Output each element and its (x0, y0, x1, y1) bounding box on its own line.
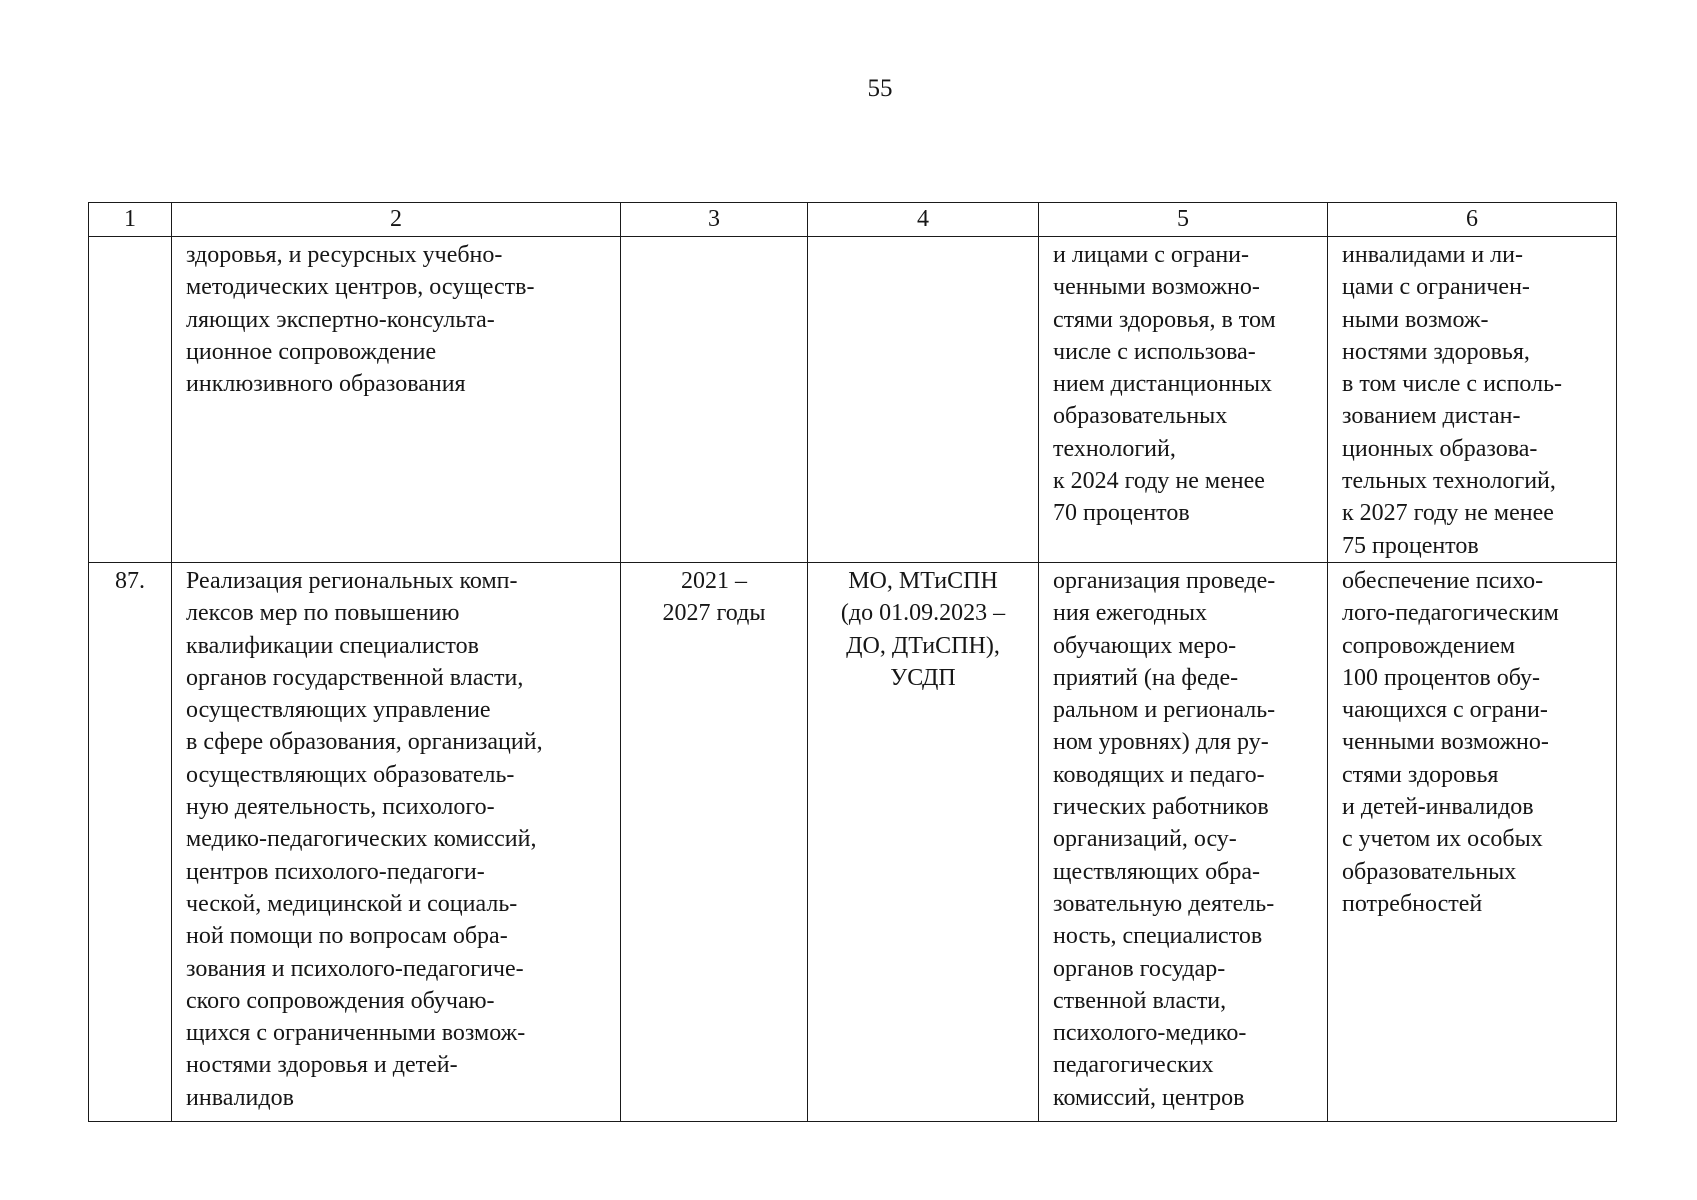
measure-cell: здоровья, и ресурсных учебно- методических центров, осуществ- ляющих экспертно-консульта- ционное сопровождение инклюзивного образования (172, 237, 621, 563)
column-header: 4 (808, 203, 1039, 237)
column-header: 6 (1328, 203, 1617, 237)
column-header: 3 (621, 203, 808, 237)
table-row (89, 562, 1617, 1121)
table-header-row (89, 203, 1617, 237)
column-header: 1 (89, 203, 172, 237)
row-number-cell (89, 237, 172, 563)
column-header: 5 (1039, 203, 1328, 237)
responsible-cell (808, 237, 1039, 563)
result-cell: обеспечение психо- лого-педагогическим сопровождением 100 процентов обу- чающихся с ограни- ченными возможно- стями здоровья и детей-инвалидов с учетом их особых образовательных потребностей (1328, 562, 1617, 1121)
row-number-cell: 87. (89, 562, 172, 1121)
indicator-cell: и лицами с ограни- ченными возможно- стями здоровья, в том числе с использова- нием дистанционных образовательных технологий, к 2024 году не менее 70 процентов (1039, 237, 1328, 563)
page-number: 55 (867, 75, 893, 102)
period-cell (621, 237, 808, 563)
responsible-cell: МО, МТиСПН (до 01.09.2023 – ДО, ДТиСПН), УСДП (808, 562, 1039, 1121)
table-row (89, 237, 1617, 563)
measures-table (88, 202, 1617, 1122)
indicator-cell: организация проведе- ния ежегодных обучающих меро- приятий (на феде- ральном и региональ- ном уровнях) для ру- ководящих и педаго- гических работников организаций, осу- ществляющих обра- зовательную деятель- ность, специалистов органов государ- ственной власти, психолого-медико- педагогических комиссий, центров (1039, 562, 1328, 1121)
period-cell: 2021 – 2027 годы (621, 562, 808, 1121)
column-header: 2 (172, 203, 621, 237)
result-cell: инвалидами и ли- цами с ограничен- ными возмож- ностями здоровья, в том числе с исполь- зованием дистан- ционных образова- тельных технологий, к 2027 году не менее 75 процентов (1328, 237, 1617, 563)
measure-cell: Реализация региональных комп- лексов мер по повышению квалификации специалистов органов государственной власти, осуществляющих управление в сфере образования, организаций, осуществляющих образователь- ную деятельность, психолого- медико-педагогических комиссий, центров психолого-педагоги- ческой, медицинской и социаль- ной помощи по вопросам обра- зования и психолого-педагогиче- ского сопровождения обучаю- щихся с ограниченными возмож- ностями здоровья и детей- инвалидов (172, 562, 621, 1121)
